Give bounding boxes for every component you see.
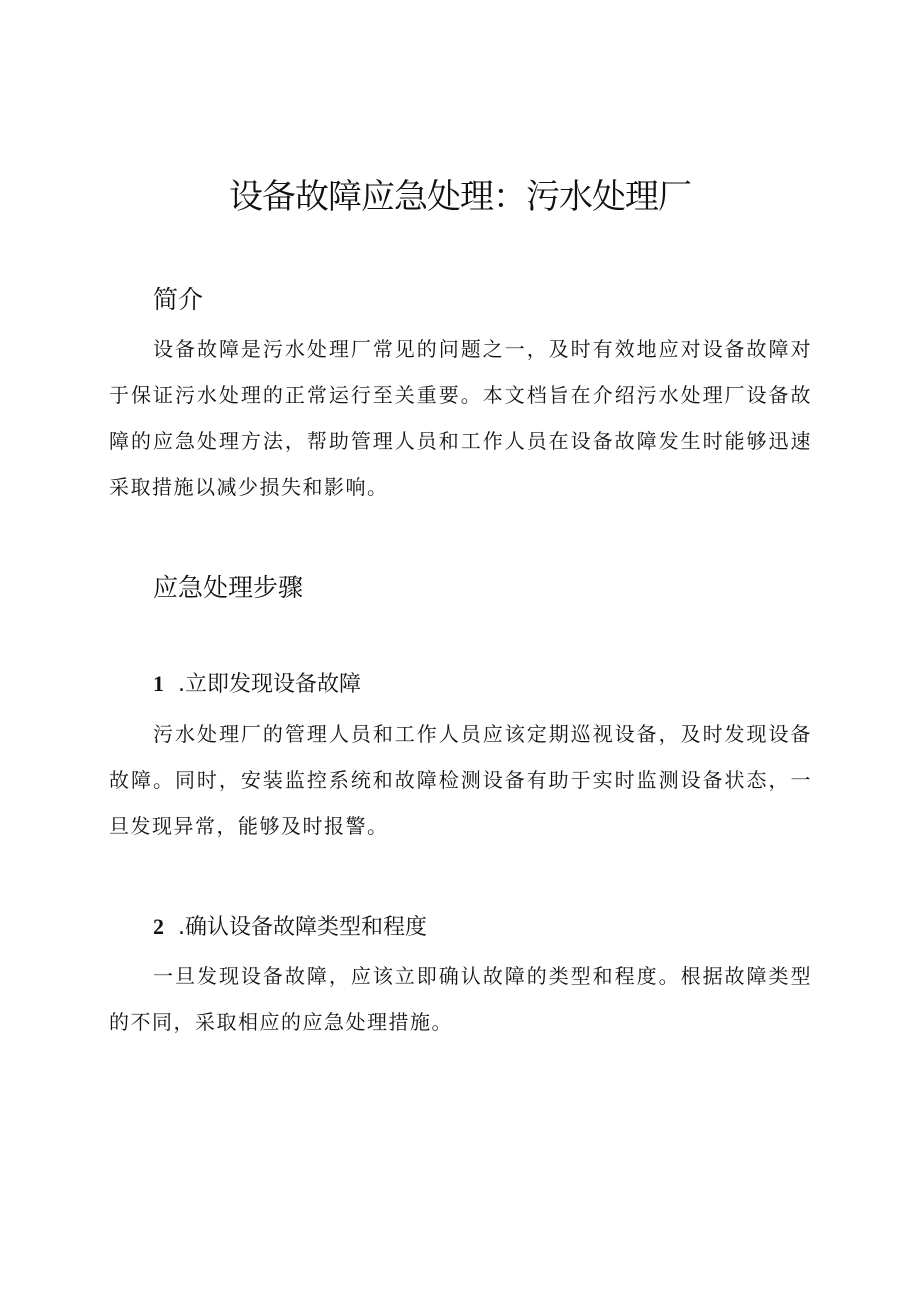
document-title: 设备故障应急处理：污水处理厂 bbox=[229, 177, 691, 217]
step-2-heading bbox=[153, 911, 427, 944]
step-1-title: .立即发现设备故障 bbox=[178, 672, 361, 697]
step-1-paragraph: 污水处理厂的管理人员和工作人员应该定期巡视设备，及时发现设备故障。同时，安装监控系统和故障检测设备有助于实时监测设备状态，一旦发现异常，能够及时报警。 bbox=[109, 722, 812, 838]
step-2-number: 2 bbox=[153, 914, 164, 939]
section-heading-steps: 应急处理步骤 bbox=[153, 573, 304, 602]
intro-paragraph: 设备故障是污水处理厂常见的问题之一，及时有效地应对设备故障对于保证污水处理的正常运行至关重要。本文档旨在介绍污水处理厂设备故障的应急处理方法，帮助管理人员和工作人员在设备故障发生时能够迅速采取措施以减少损失和影响。 bbox=[109, 337, 812, 499]
step-1-number: 1 bbox=[153, 671, 164, 696]
step-2-paragraph: 一旦发现设备故障，应该立即确认故障的类型和程度。根据故障类型的不同，采取相应的应急处理措施。 bbox=[109, 964, 812, 1034]
section-heading-intro: 简介 bbox=[153, 285, 204, 314]
step-1-heading bbox=[153, 668, 361, 701]
step-2-title: .确认设备故障类型和程度 bbox=[178, 915, 427, 940]
